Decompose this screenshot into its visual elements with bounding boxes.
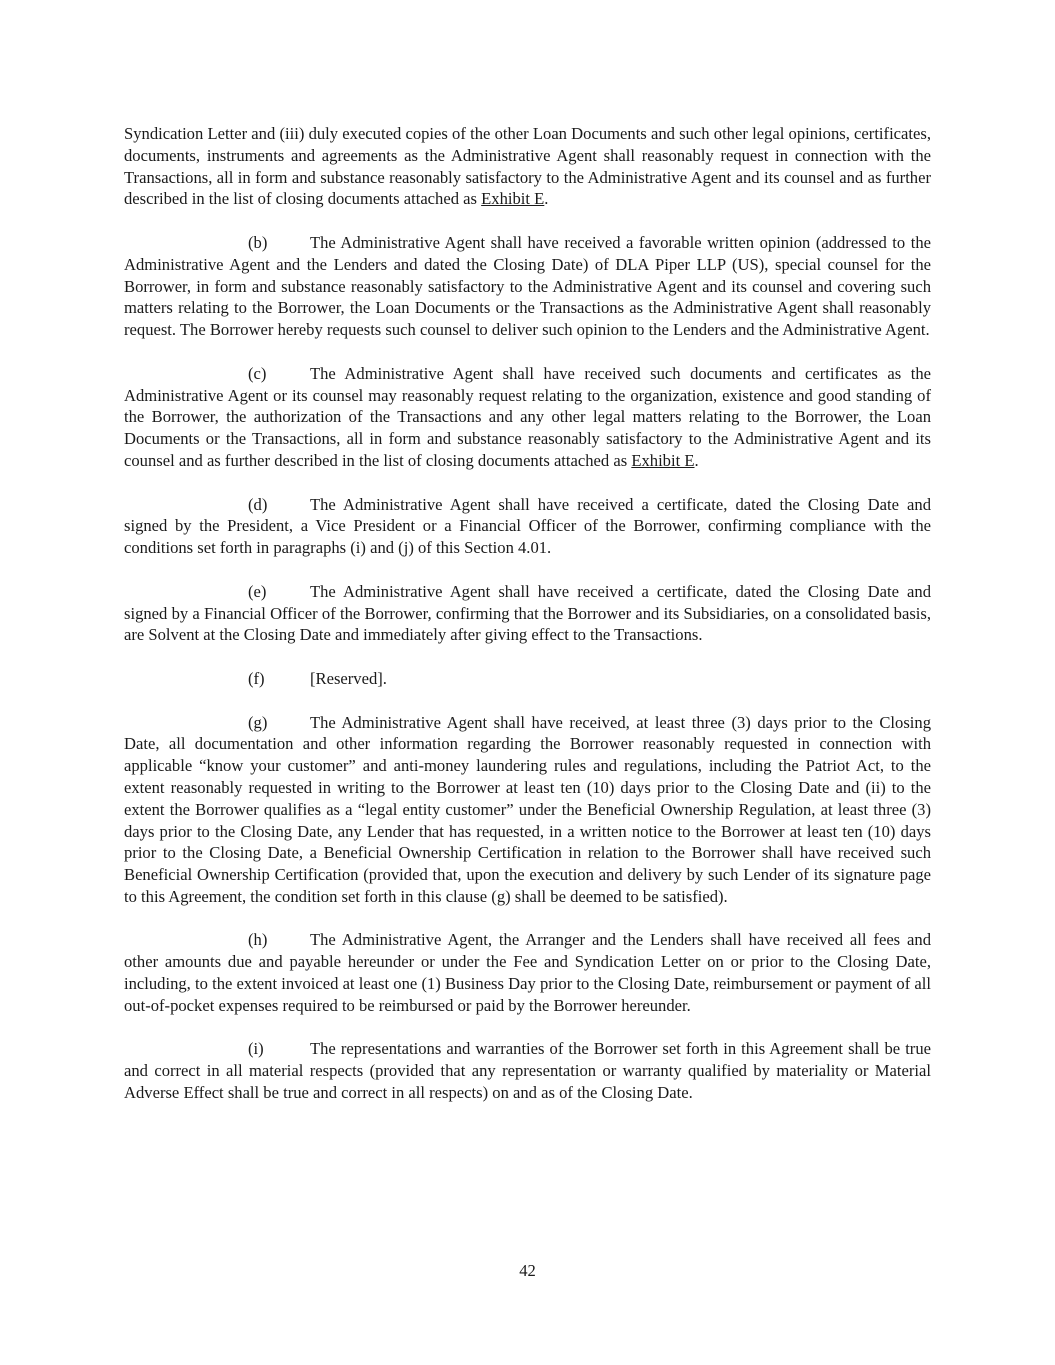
- paragraph-g: [124, 712, 931, 908]
- paragraph-text: The Administrative Agent shall have received a certificate, dated the Closing Date and signed by the President, a Vice President or a Financial Officer of the Borrower, confirming compliance with the conditions set forth in paragraphs (i) and (j) of this Section 4.01.: [124, 494, 931, 558]
- paragraph-label: (d): [248, 494, 268, 514]
- paragraph-label: (b): [248, 232, 268, 252]
- paragraph-end: .: [544, 189, 549, 209]
- paragraph-d: [124, 494, 931, 559]
- paragraph-text: The representations and warranties of the Borrower set forth in this Agreement shall be true and correct in all material respects (provided that any representation or warranty qualified by materiality or Material Adverse Effect shall be true and correct in all respects) on and as of the Closing Date.: [124, 1039, 931, 1103]
- paragraph-e: [124, 581, 931, 646]
- document-body: [124, 123, 931, 1126]
- paragraph-text: [Reserved].: [310, 668, 387, 688]
- paragraph-continuation: [124, 123, 931, 210]
- page-number: 42: [519, 1261, 536, 1280]
- exhibit-e-reference: Exhibit E: [481, 189, 545, 209]
- paragraph-text: The Administrative Agent shall have received a favorable written opinion (addressed to the Administrative Agent and the Lenders and dated the Closing Date) of DLA Piper LLP (US), special counsel for the Borrower, in form and substance reasonably satisfactory to the Administrative Agent and its counsel and covering such matters relating to the Borrower, the Loan Documents or the Transactions as the Administrative Agent shall reasonably request. The Borrower hereby requests such counsel to deliver such opinion to the Lenders and the Administrative Agent.: [124, 232, 931, 340]
- paragraph-text: The Administrative Agent shall have received a certificate, dated the Closing Date and signed by a Financial Officer of the Borrower, confirming that the Borrower and its Subsidiaries, on a consolidated basis, are Solvent at the Closing Date and immediately after giving effect to the Transactions.: [124, 581, 931, 645]
- paragraph-end: .: [694, 450, 699, 470]
- paragraph-label: (i): [248, 1039, 264, 1059]
- paragraph-text: The Administrative Agent shall have received such documents and certificates as the Administrative Agent or its counsel may reasonably request relating to the organization, existence and good standing of the Borrower, the authorization of the Transactions and any other legal matters relating to the Borrower, the Loan Documents or the Transactions, all in form and substance reasonably satisfactory to the Administrative Agent and its counsel and as further described in the list of closing documents attached as: [124, 363, 931, 470]
- paragraph-c: [124, 363, 931, 472]
- paragraph-i: [124, 1038, 931, 1103]
- exhibit-e-reference: Exhibit E: [631, 450, 695, 470]
- paragraph-label: (h): [248, 930, 268, 950]
- paragraph-text: The Administrative Agent, the Arranger and the Lenders shall have received all fees and other amounts due and payable hereunder or under the Fee and Syndication Letter on or prior to the Closing Date, including, to the extent invoiced at least one (1) Business Day prior to the Closing Date, reimbursement or payment of all out-of-pocket expenses required to be reimbursed or paid by the Borrower hereunder.: [124, 930, 931, 1015]
- paragraph-h: [124, 929, 931, 1016]
- paragraph-b: [124, 232, 931, 341]
- paragraph-label: (g): [248, 712, 268, 732]
- paragraph-text: Syndication Letter and (iii) duly executed copies of the other Loan Documents and such other legal opinions, certificates, documents, instruments and agreements as the Administrative Agent shall reasonably request in connection with the Transactions, all in form and substance reasonably satisfactory to the Administrative Agent and its counsel and as further described in the list of closing documents attached as: [124, 124, 931, 209]
- paragraph-f: [124, 668, 931, 690]
- paragraph-label: (f): [248, 668, 265, 688]
- paragraph-label: (e): [248, 581, 267, 601]
- paragraph-label: (c): [248, 363, 267, 383]
- paragraph-text: The Administrative Agent shall have received, at least three (3) days prior to the Closing Date, all documentation and other information regarding the Borrower reasonably requested in connection with applicable “know your customer” and anti-money laundering rules and regulations, including the Patriot Act, to the extent reasonably requested in writing to the Borrower at least ten (10) days prior to the Closing Date and (ii) to the extent the Borrower qualifies as a “legal entity customer” under the Beneficial Ownership Regulation, at least three (3) days prior to the Closing Date, any Lender that has requested, in a written notice to the Borrower at least ten (10) days prior to the Closing Date, a Beneficial Ownership Certification in relation to the Borrower shall have received such Beneficial Ownership Certification (provided that, upon the execution and delivery by such Lender of its signature page to this Agreement, the condition set forth in this clause (g) shall be deemed to be satisfied).: [124, 712, 931, 906]
